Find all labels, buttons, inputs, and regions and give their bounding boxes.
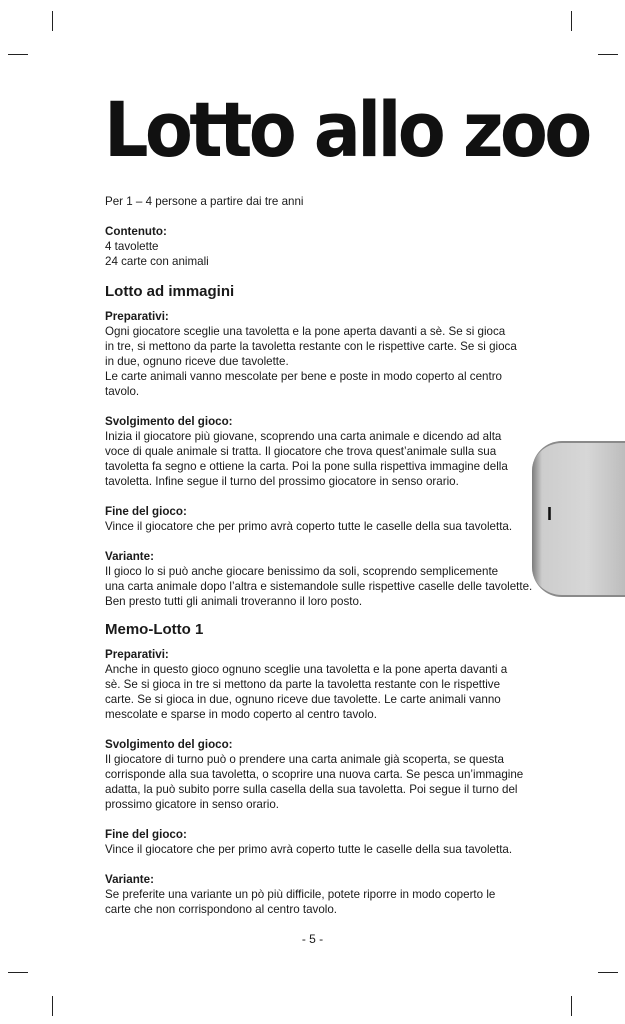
- subheading: Preparativi:: [105, 648, 169, 661]
- s1-variant: [105, 549, 535, 609]
- text-line: una carta animale dopo l’altra e sistemandole sulle rispettive caselle delle tavolette.: [105, 580, 533, 593]
- text-line: tavoletta fa segno e ottiene la carta. Poi la pone sulla rispettiva immagine della: [105, 460, 508, 473]
- subheading: Fine del gioco:: [105, 828, 187, 841]
- text-line: carte. Se si gioca in due, ognuno riceve due tavolette. Le carte animali vanno: [105, 693, 501, 706]
- text-line: Inizia il giocatore più giovane, scoprendo una carta animale e dicendo ad alta: [105, 430, 502, 443]
- page-number: - 5 -: [301, 932, 324, 946]
- text-line: in tre, si mettono da parte la tavoletta restante con le rispettive carte. Se si gioca: [105, 340, 517, 353]
- crop-mark: [598, 972, 618, 973]
- text-line: prossimo gicatore in senso orario.: [105, 798, 279, 811]
- s2-gameplay: [105, 737, 535, 812]
- text-line: tavolo.: [105, 385, 140, 398]
- page-title: Lotto allo zoo: [104, 85, 589, 174]
- document-body: [105, 194, 535, 932]
- contents-heading: Contenuto:: [105, 225, 167, 238]
- crop-mark: [571, 11, 572, 31]
- contents-item: 4 tavolette: [105, 240, 159, 253]
- crop-mark: [571, 996, 572, 1016]
- contents-item: 24 carte con animali: [105, 255, 209, 268]
- s2-preparation: [105, 647, 535, 722]
- crop-mark: [8, 972, 28, 973]
- s2-variant: [105, 872, 535, 917]
- text-line: Se preferite una variante un pò più difficile, potete riporre in modo coperto le: [105, 888, 496, 901]
- s1-end: [105, 504, 535, 534]
- subheading: Variante:: [105, 550, 154, 563]
- subheading: Fine del gioco:: [105, 505, 187, 518]
- text-line: Ogni giocatore sceglie una tavoletta e la pone aperta davanti a sè. Se si gioca: [105, 325, 506, 338]
- text-line: Vince il giocatore che per primo avrà coperto tutte le caselle della sua tavoletta.: [105, 843, 513, 856]
- text-line: mescolate e sparse in modo coperto al centro tavolo.: [105, 708, 377, 721]
- subheading: Svolgimento del gioco:: [105, 738, 233, 751]
- text-line: Il gioco lo si può anche giocare benissimo da soli, scoprendo semplicemente: [105, 565, 499, 578]
- text-line: tavoletta. Infine segue il turno del prossimo giocatore in senso orario.: [105, 475, 459, 488]
- s1-gameplay: [105, 414, 535, 489]
- text-line: Ben presto tutti gli animali troveranno il loro posto.: [105, 595, 363, 608]
- text-line: in due, ognuno riceve due tavolette.: [105, 355, 289, 368]
- contents-block: [105, 224, 535, 269]
- subheading: Svolgimento del gioco:: [105, 415, 233, 428]
- subheading: Variante:: [105, 873, 154, 886]
- text-line: adatta, la può subito porre sulla casella della sua tavoletta. Poi segue il turno del: [105, 783, 518, 796]
- crop-mark: [8, 54, 28, 55]
- s1-preparation: [105, 309, 535, 399]
- s2-end: [105, 827, 535, 857]
- text-line: Le carte animali vanno mescolate per bene e poste in modo coperto al centro: [105, 370, 503, 383]
- language-tab-label: I: [547, 504, 553, 524]
- text-line: voce di quale animale si tratta. Il giocatore che trova quest’animale sulla sua: [105, 445, 497, 458]
- intro-text: Per 1 – 4 persone a partire dai tre anni: [105, 195, 304, 208]
- section-heading-memo-lotto: Memo-Lotto 1: [105, 621, 204, 638]
- text-line: carte che non corrispondono al centro tavolo.: [105, 903, 338, 916]
- section-heading-lotto-immagini: Lotto ad immagini: [105, 283, 235, 300]
- text-line: Anche in questo gioco ognuno sceglie una tavoletta e la pone aperta davanti a: [105, 663, 508, 676]
- subheading: Preparativi:: [105, 310, 169, 323]
- crop-mark: [598, 54, 618, 55]
- crop-mark: [52, 996, 53, 1016]
- language-tab: [532, 441, 625, 597]
- text-line: sè. Se si gioca in tre si mettono da parte la tavoletta restante con le rispettive: [105, 678, 501, 691]
- crop-mark: [52, 11, 53, 31]
- text-line: corrisponde alla sua tavoletta, o scoprire una nuova carta. Se pesca un’immagine: [105, 768, 524, 781]
- text-line: Il giocatore di turno può o prendere una carta animale già scoperta, se questa: [105, 753, 504, 766]
- text-line: Vince il giocatore che per primo avrà coperto tutte le caselle della sua tavoletta.: [105, 520, 513, 533]
